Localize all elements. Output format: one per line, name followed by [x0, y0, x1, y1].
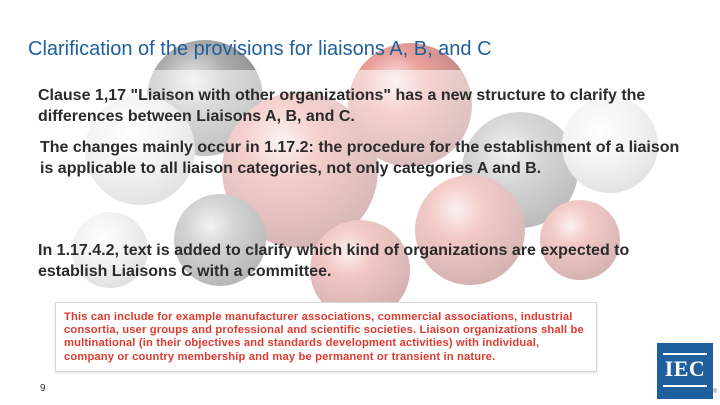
logo-text: IEC [664, 356, 706, 381]
logo-bar-top [663, 353, 707, 355]
paragraph-changes: The changes mainly occur in 1.17.2: the procedure for the establishment of a liaison is applicable to all liaison categories, not only categories A and B. [40, 139, 680, 177]
iec-logo [657, 343, 713, 399]
paragraph-clause-structure: Clause 1,17 "Liaison with other organizations" has a new structure to clarify the differences between Liaisons A, B, and C. [38, 87, 646, 125]
page-number: 9 [40, 383, 46, 394]
slide-title: Clarification of the provisions for liaisons A, B, and C [28, 38, 492, 60]
paragraph-liaison-c: In 1.17.4.2, text is added to clarify which kind of organizations are expected to establish Liaisons C with a committee. [38, 242, 630, 280]
quote-text: This can include for example manufacturer associations, commercial associations, industrial consortia, user groups and professional and scientific societies. Liaison organizations shall be multinational (in their objectives and standards development activities) with individual, company or country membership and may be permanent or transient in nature. [64, 311, 584, 363]
quote-box [55, 302, 597, 372]
logo-bar-bottom [663, 385, 707, 387]
logo-registered-mark: ® [713, 389, 718, 395]
